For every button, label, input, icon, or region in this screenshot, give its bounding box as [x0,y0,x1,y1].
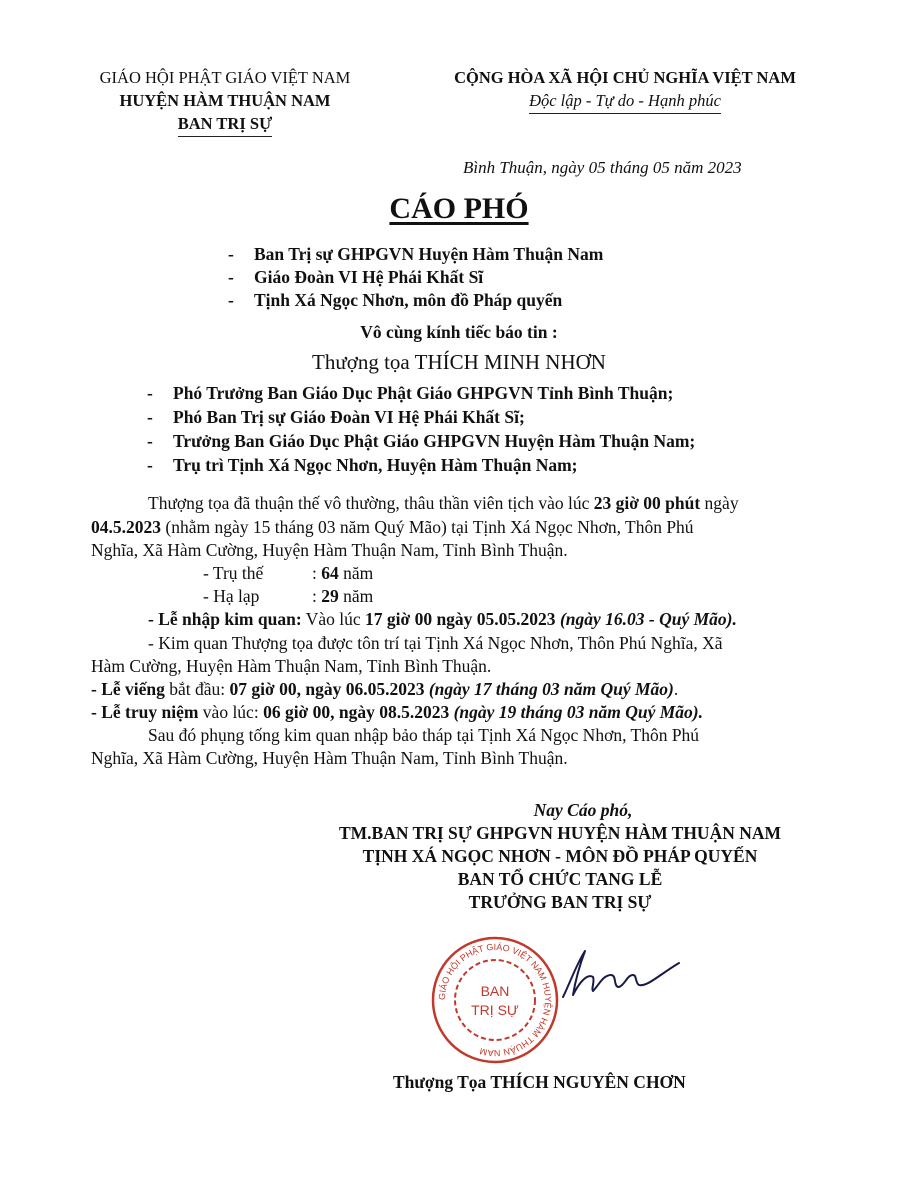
recipient-item: - Giáo Đoàn VI Hệ Phái Khất Sĩ [228,267,484,287]
national-header [405,66,845,114]
place-date: Bình Thuận, ngày 05 tháng 05 năm 2023 [463,158,742,177]
issuing-organization [70,66,380,137]
org-line-2: HUYỆN HÀM THUẬN NAM [119,91,331,110]
body-line: - Kim quan Thượng tọa được tôn trí tại Tịnh Xá Ngọc Nhơn, Thôn Phú Nghĩa, Xã [148,633,723,653]
closing-line: TỊNH XÁ NGỌC NHƠN - MÔN ĐỒ PHÁP QUYẾN [362,846,758,866]
coffin-ceremony: - Lễ nhập kim quan: Vào lúc 17 giờ 00 ngày 05.05.2023 (ngày 16.03 - Quý Mão). [148,609,737,629]
seal-outer-ring [433,938,557,1062]
position-item: - Trụ trì Tịnh Xá Ngọc Nhơn, Huyện Hàm Thuận Nam; [147,455,578,475]
document-title: CÁO PHÓ [389,192,529,225]
age-value: : 64 năm [312,563,374,583]
age-label: - Trụ thế [203,563,264,583]
dharma-age-label: - Hạ lạp [203,586,260,606]
signer-name: Thượng Tọa THÍCH NGUYÊN CHƠN [393,1072,686,1092]
recipient-item: - Ban Trị sự GHPGVN Huyện Hàm Thuận Nam [228,244,604,264]
recipient-item: - Tịnh Xá Ngọc Nhơn, môn đồ Pháp quyến [228,290,563,310]
closing-line: BAN TỔ CHỨC TANG LỄ [457,869,663,889]
body-line: 04.5.2023 (nhằm ngày 15 tháng 03 năm Quý Mão) tại Tịnh Xá Ngọc Nhơn, Thôn Phú [91,517,694,537]
org-line-3: BAN TRỊ SỰ [70,112,380,137]
motto: Độc lập - Tự do - Hạnh phúc [405,89,845,114]
body-line: Hàm Cường, Huyện Hàm Thuận Nam, Tỉnh Bình Thuận. [91,656,492,676]
official-seal [430,935,560,1065]
body-line: Nghĩa, Xã Hàm Cường, Huyện Hàm Thuận Nam, Tỉnh Bình Thuận. [91,748,568,768]
body-line: Sau đó phụng tống kim quan nhập bảo tháp tại Tịnh Xá Ngọc Nhơn, Thôn Phú [148,725,700,745]
seal-center-line-1: BAN [480,983,510,999]
seal-ring-text: GIÁO HỘI PHẬT GIÁO VIỆT NAM HUYỆN HÀM THUẬN NAM [436,941,554,1059]
closing-phrase: Nay Cáo phó, [533,800,633,820]
nation-line: CỘNG HÒA XÃ HỘI CHỦ NGHĨA VIỆT NAM [454,68,796,87]
deceased-name: Thượng tọa THÍCH MINH NHƠN [312,350,606,374]
org-line-1: GIÁO HỘI PHẬT GIÁO VIỆT NAM [99,68,351,87]
closing-line: TM.BAN TRỊ SỰ GHPGVN HUYỆN HÀM THUẬN NAM [338,823,782,843]
dharma-age-value: : 29 năm [312,586,374,606]
seal-inner-ring [455,960,535,1040]
position-item: - Phó Trưởng Ban Giáo Dục Phật Giáo GHPGVN Tỉnh Bình Thuận; [147,383,674,403]
announcement: Vô cùng kính tiếc báo tin : [360,322,558,342]
handwritten-signature [555,945,685,1005]
body-line: Thượng tọa đã thuận thế vô thường, thâu thần viên tịch vào lúc 23 giờ 00 phút ngày [148,493,739,513]
memorial-ceremony: - Lễ truy niệm vào lúc: 06 giờ 00, ngày 08.5.2023 (ngày 19 tháng 03 năm Quý Mão). [91,702,704,722]
position-item: - Phó Ban Trị sự Giáo Đoàn VI Hệ Phái Khất Sĩ; [147,407,525,427]
seal-center-line-2: TRỊ SỰ [471,1002,519,1018]
body-line: Nghĩa, Xã Hàm Cường, Huyện Hàm Thuận Nam, Tỉnh Bình Thuận. [91,540,568,560]
closing-line: TRƯỞNG BAN TRỊ SỰ [468,892,652,912]
visiting-ceremony: - Lễ viếng bắt đầu: 07 giờ 00, ngày 06.05.2023 (ngày 17 tháng 03 năm Quý Mão). [91,679,679,699]
position-item: - Trưởng Ban Giáo Dục Phật Giáo GHPGVN Huyện Hàm Thuận Nam; [147,431,696,451]
